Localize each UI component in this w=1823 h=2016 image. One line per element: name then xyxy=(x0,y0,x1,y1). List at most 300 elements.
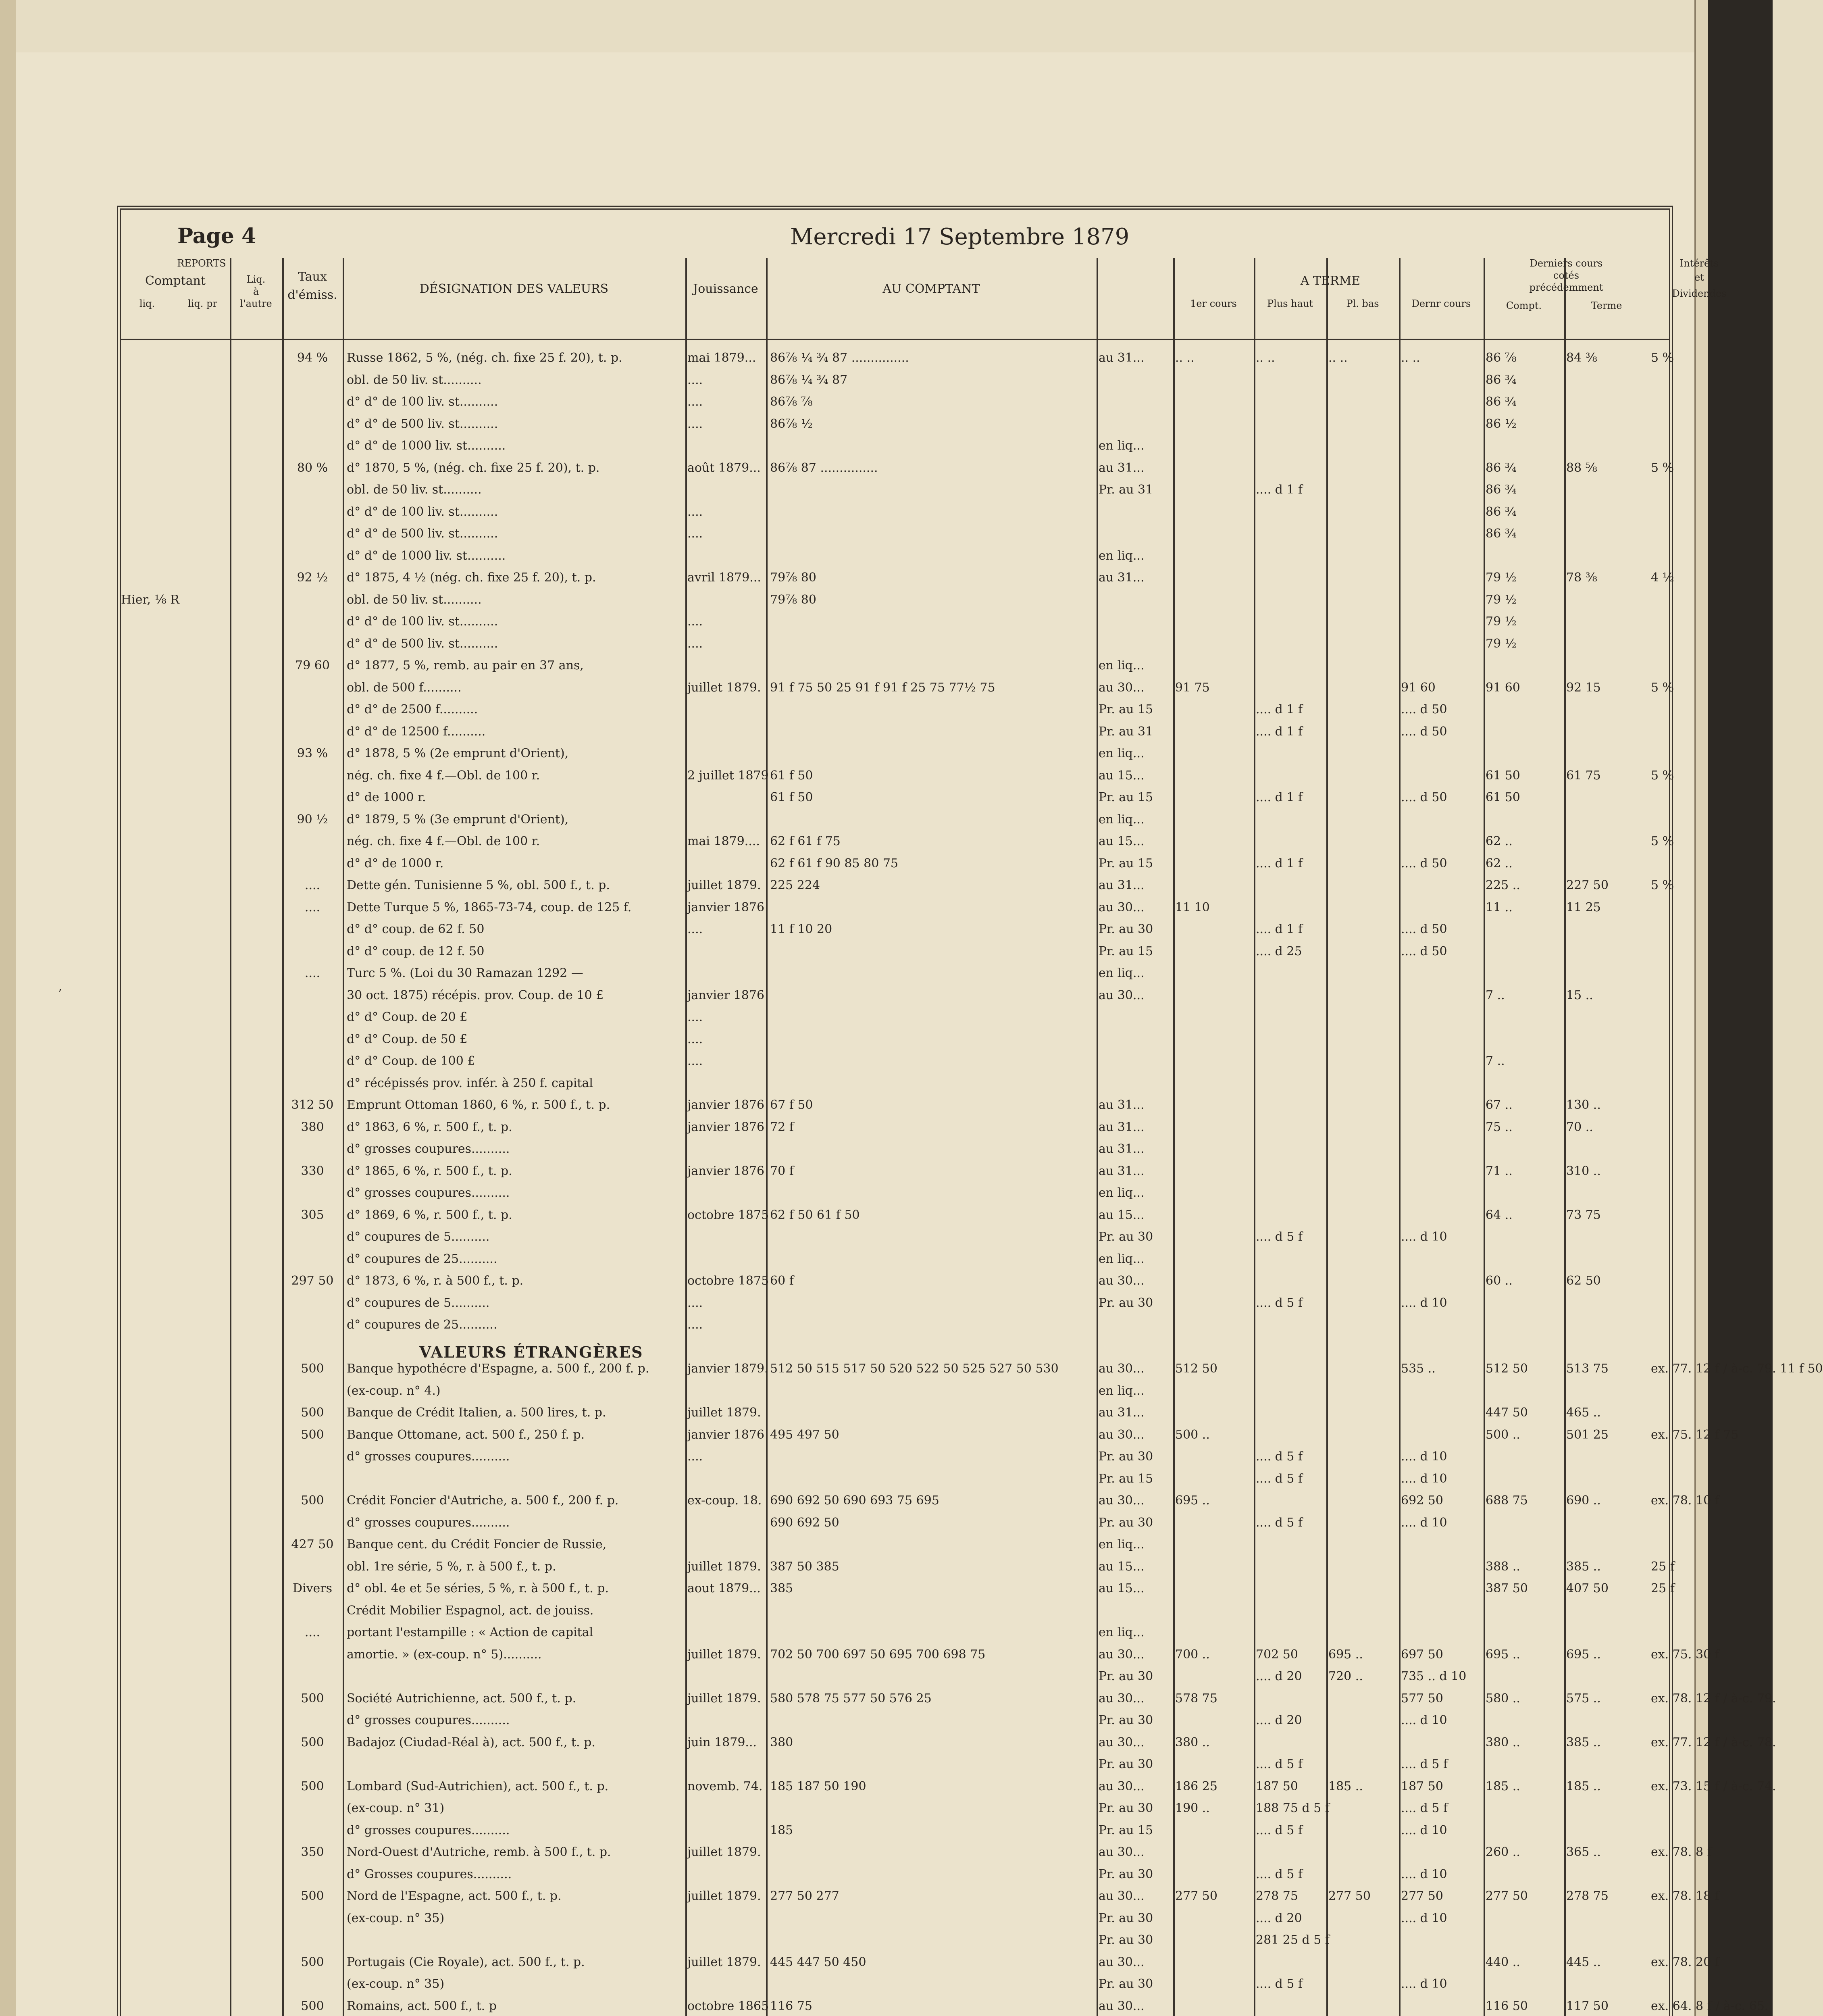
table-row xyxy=(121,1735,1776,1750)
table-row xyxy=(121,1032,1669,1047)
cell-designation: d° coupures de 25.......... xyxy=(347,1318,497,1332)
table-row xyxy=(121,1801,1669,1816)
cell-prev-terme: 185 .. xyxy=(1566,1779,1601,1793)
cell-terme-type: en liq... xyxy=(1099,658,1145,673)
cell-taux: 92 ½ xyxy=(297,571,328,585)
cell-dividendes: 5 % xyxy=(1651,351,1674,365)
cell-terme-type: en liq... xyxy=(1099,812,1145,827)
table-row xyxy=(121,856,1669,871)
cell-designation: (ex-coup. n° 31) xyxy=(347,1801,445,1815)
table-row xyxy=(121,680,1674,695)
cell-jouissance: janvier 1876 xyxy=(687,900,765,914)
cell-jouissance: .... xyxy=(687,395,703,409)
table-row xyxy=(121,725,1669,739)
cell-jouissance: janvier 1879. xyxy=(687,1362,768,1376)
cell-dividendes: 25 f xyxy=(1651,1559,1675,1574)
cell-plus-haut: .... d 20 xyxy=(1256,1669,1302,1683)
cell-au-comptant: 385 xyxy=(770,1581,793,1595)
cell-designation: Banque hypothécre d'Espagne, a. 500 f., 200 f. p. xyxy=(347,1362,649,1376)
cell-designation: d° récépissés prov. infér. à 250 f. capital xyxy=(347,1076,593,1090)
cell-dividendes: 5 % xyxy=(1651,460,1674,475)
cell-jouissance: juillet 1879. xyxy=(687,1559,761,1574)
cell-prev-terme: 445 .. xyxy=(1566,1955,1601,1969)
cell-prev-terme: 385 .. xyxy=(1566,1735,1601,1749)
cell-dividendes: ex. 78. 12 f / à-c. 79. xyxy=(1651,1691,1776,1706)
cell-designation: d° d° de 500 liv. st.......... xyxy=(347,636,498,651)
cell-terme-type: en liq... xyxy=(1099,439,1145,453)
cell-dividendes: ex. 78. 10 f xyxy=(1651,1493,1719,1508)
cell-prev-terme: 70 .. xyxy=(1566,1120,1593,1134)
cell-premier-cours: 11 10 xyxy=(1175,900,1210,914)
cell-dividendes: 5 % xyxy=(1651,834,1674,848)
cell-designation: d° 1863, 6 %, r. 500 f., t. p. xyxy=(347,1120,512,1134)
cell-premier-cours: 277 50 xyxy=(1175,1889,1217,1903)
cell-designation: Crédit Foncier d'Autriche, a. 500 f., 200 f. p. xyxy=(347,1493,619,1508)
cell-dernier-cours: .... d 10 xyxy=(1401,1295,1447,1310)
cell-designation: d° obl. 4e et 5e séries, 5 %, r. à 500 f., t. p. xyxy=(347,1581,609,1595)
cell-terme-type: Pr. au 30 xyxy=(1099,1867,1153,1881)
cell-taux: 80 % xyxy=(297,460,328,475)
cell-jouissance: juillet 1879. xyxy=(687,1845,761,1859)
cell-prev-comptant: 225 .. xyxy=(1486,878,1520,892)
cell-au-comptant: 70 f xyxy=(770,1164,794,1178)
cell-dernier-cours: .... d 5 f xyxy=(1401,1801,1448,1815)
cell-taux: 90 ½ xyxy=(297,812,328,827)
cell-au-comptant: 380 xyxy=(770,1735,793,1749)
cell-terme-type: au 31... xyxy=(1099,1120,1145,1134)
cell-plus-haut: 188 75 d 5 f xyxy=(1256,1801,1330,1815)
col-separator xyxy=(766,258,768,2016)
table-row xyxy=(121,637,1669,651)
cell-terme-type: Pr. au 30 xyxy=(1099,922,1153,936)
cell-prev-comptant: 185 .. xyxy=(1486,1779,1520,1793)
cell-terme-type: au 30... xyxy=(1099,1691,1145,1706)
cell-designation: Banque de Crédit Italien, a. 500 lires, t. p. xyxy=(347,1406,606,1420)
cell-designation: portant l'estampille : « Action de capital xyxy=(347,1625,593,1639)
cell-terme-type: au 30... xyxy=(1099,1999,1145,2013)
cell-terme-type: en liq... xyxy=(1099,746,1145,760)
table-row xyxy=(121,1757,1669,1772)
cell-taux: 500 xyxy=(301,1427,324,1442)
cell-dernier-cours: .... d 10 xyxy=(1401,1823,1447,1837)
cell-designation: obl. de 50 liv. st.......... xyxy=(347,592,482,607)
cell-jouissance: .... xyxy=(687,1032,703,1046)
cell-designation: d° 1865, 6 %, r. 500 f., t. p. xyxy=(347,1164,512,1178)
cell-designation: d° de 1000 r. xyxy=(347,790,426,804)
cell-designation: d° 1869, 6 %, r. 500 f., t. p. xyxy=(347,1208,512,1222)
cell-terme-type: Pr. au 15 xyxy=(1099,856,1153,871)
cell-designation: d° grosses coupures.......... xyxy=(347,1515,510,1530)
header-jouissance: Jouissance xyxy=(693,282,758,296)
cell-designation: d° d° de 100 liv. st.......... xyxy=(347,614,498,629)
cell-premier-cours: 190 .. xyxy=(1175,1801,1210,1815)
table-row xyxy=(121,1164,1669,1179)
cell-designation: d° 1879, 5 % (3e emprunt d'Orient), xyxy=(347,812,569,827)
cell-plus-haut: .... d 5 f xyxy=(1256,1230,1303,1244)
header-taux: Taux xyxy=(298,270,327,284)
table-row xyxy=(121,834,1674,849)
cell-designation: d° d° Coup. de 100 £ xyxy=(347,1054,475,1068)
cell-prev-comptant: 79 ½ xyxy=(1486,614,1517,629)
cell-dernier-cours: .. .. xyxy=(1401,351,1420,365)
table-row xyxy=(121,878,1674,893)
cell-jouissance: .... xyxy=(687,636,703,651)
cell-designation: nég. ch. fixe 4 f.—Obl. de 100 r. xyxy=(347,834,540,848)
cell-taux: 500 xyxy=(301,1362,324,1376)
cell-au-comptant: 185 187 50 190 xyxy=(770,1779,866,1793)
cell-dernier-cours: .... d 10 xyxy=(1401,1911,1447,1925)
table-row xyxy=(121,1362,1823,1376)
cell-jouissance: 2 juillet 1879 xyxy=(687,768,769,783)
table-row xyxy=(121,1625,1669,1640)
cell-jouissance: janvier 1876 xyxy=(687,1098,765,1112)
cell-dividendes: 5 % xyxy=(1651,878,1674,892)
cell-premier-cours: 380 .. xyxy=(1175,1735,1210,1749)
header-designation: DÉSIGNATION DES VALEURS xyxy=(419,282,609,296)
cell-premier-cours: 700 .. xyxy=(1175,1647,1210,1662)
cell-dividendes: ex. 77. 12 f / à-c. 79. 11 f 50 xyxy=(1651,1362,1823,1376)
cell-terme-type: Pr. au 30 xyxy=(1099,1933,1153,1947)
cell-au-comptant: 62 f 50 61 f 50 xyxy=(770,1208,860,1222)
cell-designation: d° 1870, 5 %, (nég. ch. fixe 25 f. 20), t. p. xyxy=(347,460,600,475)
cell-dernier-cours: .... d 10 xyxy=(1401,1471,1447,1486)
cell-plus-haut: .... d 5 f xyxy=(1256,1823,1303,1837)
table-row xyxy=(121,790,1669,805)
cell-terme-type: Pr. au 30 xyxy=(1099,1295,1153,1310)
table-row xyxy=(121,1230,1669,1244)
cell-terme-type: au 30... xyxy=(1099,1274,1145,1288)
cell-prev-terme: 61 75 xyxy=(1566,768,1601,783)
cell-designation: d° d° de 1000 r. xyxy=(347,856,444,871)
cell-jouissance: juillet 1879. xyxy=(687,680,761,695)
cell-jouissance: janvier 1876 xyxy=(687,1427,765,1442)
cell-terme-type: au 31... xyxy=(1099,351,1145,365)
cell-dernier-cours: .... d 10 xyxy=(1401,1867,1447,1881)
col-separator xyxy=(1097,258,1098,2016)
table-row xyxy=(121,593,1669,607)
cell-designation: Turc 5 %. (Loi du 30 Ramazan 1292 — xyxy=(347,966,583,980)
cell-prev-terme: 227 50 xyxy=(1566,878,1609,892)
cell-jouissance: juillet 1879. xyxy=(687,1955,761,1969)
table-row xyxy=(121,1450,1669,1464)
cell-prev-comptant: 447 50 xyxy=(1486,1406,1528,1420)
table-row xyxy=(121,1186,1669,1200)
cell-prev-terme: 11 25 xyxy=(1566,900,1601,914)
cell-terme-type: Pr. au 15 xyxy=(1099,790,1153,804)
cell-dernier-cours: 692 50 xyxy=(1401,1493,1443,1508)
cell-prev-comptant: 688 75 xyxy=(1486,1493,1528,1508)
cell-dividendes: ex. 75. 30 f xyxy=(1651,1647,1719,1662)
cell-prev-comptant: 71 .. xyxy=(1486,1164,1513,1178)
table-row xyxy=(121,1384,1669,1398)
cell-prev-comptant: 67 .. xyxy=(1486,1098,1513,1112)
cell-designation: Banque cent. du Crédit Foncier de Russie, xyxy=(347,1537,607,1552)
header-reports: REPORTS xyxy=(177,258,226,269)
cell-designation: d° grosses coupures.......... xyxy=(347,1186,510,1200)
cell-prev-terme: 88 ⅝ xyxy=(1566,460,1597,475)
cell-designation: Romains, act. 500 f., t. p xyxy=(347,1999,497,2013)
cell-prev-comptant: 79 ½ xyxy=(1486,636,1517,651)
cell-terme-type: au 30... xyxy=(1099,1427,1145,1442)
cell-designation: (ex-coup. n° 4.) xyxy=(347,1383,441,1398)
cell-pl-bas: .. .. xyxy=(1328,351,1348,365)
cell-au-comptant: 61 f 50 xyxy=(770,790,813,804)
table-row xyxy=(121,1955,1719,1970)
cell-jouissance: octobre 1875 xyxy=(687,1274,769,1288)
cell-designation: amortie. » (ex-coup. n° 5).......... xyxy=(347,1647,542,1662)
cell-jouissance: .... xyxy=(687,1054,703,1068)
table-row xyxy=(121,768,1674,783)
cell-prev-terme: 130 .. xyxy=(1566,1098,1601,1112)
cell-plus-haut: 702 50 xyxy=(1256,1647,1298,1662)
cell-prev-comptant: 380 .. xyxy=(1486,1735,1520,1749)
cell-terme-type: au 30... xyxy=(1099,1493,1145,1508)
cell-designation: Dette Turque 5 %, 1865-73-74, coup. de 125 f. xyxy=(347,900,632,914)
cell-taux: 93 % xyxy=(297,746,328,760)
cell-terme-type: au 30... xyxy=(1099,1362,1145,1376)
table-row xyxy=(121,1493,1719,1508)
cell-prev-comptant: 86 ¾ xyxy=(1486,483,1517,497)
cell-dernier-cours: .... d 10 xyxy=(1401,1230,1447,1244)
cell-au-comptant: 690 692 50 690 693 75 695 xyxy=(770,1493,939,1508)
cell-jouissance: .... xyxy=(687,922,703,936)
cell-terme-type: en liq... xyxy=(1099,966,1145,980)
cell-prev-comptant: 79 ½ xyxy=(1486,571,1517,585)
cell-au-comptant: 86⅞ ¼ ¾ 87 ............... xyxy=(770,351,909,365)
cell-au-comptant: 61 f 50 xyxy=(770,768,813,783)
col-separator xyxy=(282,258,284,2016)
cell-terme-type: Pr. au 30 xyxy=(1099,1977,1153,1991)
cell-terme-type: au 15... xyxy=(1099,834,1145,848)
cell-dividendes: 4 ½ xyxy=(1651,571,1674,585)
table-row xyxy=(121,812,1669,827)
cell-au-comptant: 116 75 xyxy=(770,1999,812,2013)
cell-terme-type: Pr. au 30 xyxy=(1099,1801,1153,1815)
cell-taux: 305 xyxy=(301,1208,324,1222)
cell-premier-cours: 512 50 xyxy=(1175,1362,1217,1376)
table-row xyxy=(121,549,1669,563)
cell-plus-haut: .... d 5 f xyxy=(1256,1867,1303,1881)
cell-terme-type: Pr. au 15 xyxy=(1099,1823,1153,1837)
cell-premier-cours: 578 75 xyxy=(1175,1691,1217,1706)
col-separator xyxy=(230,258,231,2016)
cell-prev-terme: 690 .. xyxy=(1566,1493,1601,1508)
table-row xyxy=(121,922,1669,937)
table-row xyxy=(121,1911,1669,1926)
table-row xyxy=(121,1647,1719,1662)
cell-taux: .... xyxy=(304,1625,320,1639)
header-a-terme: A TERME xyxy=(1300,274,1361,288)
col-separator xyxy=(1326,258,1328,2016)
cell-terme-type: au 31... xyxy=(1099,878,1145,892)
header-premier-cours: 1er cours xyxy=(1190,298,1237,309)
col-separator xyxy=(1564,258,1566,2016)
header-demiss: d'émiss. xyxy=(287,288,337,302)
cell-taux: 79 60 xyxy=(295,658,330,673)
cell-au-comptant: 277 50 277 xyxy=(770,1889,839,1903)
table-row xyxy=(121,944,1669,959)
cell-designation: d° d° de 1000 liv. st.......... xyxy=(347,439,506,453)
cell-jouissance: .... xyxy=(687,373,703,387)
cell-jouissance: juillet 1879. xyxy=(687,1889,761,1903)
cell-dernier-cours: 187 50 xyxy=(1401,1779,1443,1793)
cell-prev-comptant: 61 50 xyxy=(1486,768,1520,783)
cell-terme-type: au 30... xyxy=(1099,988,1145,1002)
cell-dernier-cours: .... d 50 xyxy=(1401,724,1447,739)
cell-taux: 500 xyxy=(301,1955,324,1969)
cell-dividendes: ex. 77. 12 f / à-c. 78. xyxy=(1651,1735,1776,1749)
cell-prev-terme: 501 25 xyxy=(1566,1427,1609,1442)
cell-au-comptant: 225 224 xyxy=(770,878,820,892)
cell-terme-type: au 31... xyxy=(1099,1098,1145,1112)
cell-designation: d° 1877, 5 %, remb. au pair en 37 ans, xyxy=(347,658,584,673)
cell-prev-terme: 365 .. xyxy=(1566,1845,1601,1859)
cell-terme-type: au 30... xyxy=(1099,1647,1145,1662)
cell-terme-type: en liq... xyxy=(1099,1252,1145,1266)
table-row xyxy=(121,1537,1669,1552)
cell-designation: d° Grosses coupures.......... xyxy=(347,1867,512,1881)
header-liq-a: Liq. xyxy=(246,274,266,285)
cell-designation: Nord de l'Espagne, act. 500 f., t. p. xyxy=(347,1889,562,1903)
cell-prev-comptant: 7 .. xyxy=(1486,1054,1505,1068)
cell-jouissance: avril 1879... xyxy=(687,571,761,585)
cell-prev-terme: 92 15 xyxy=(1566,680,1601,695)
cell-terme-type: Pr. au 30 xyxy=(1099,1669,1153,1683)
table-row xyxy=(121,1076,1669,1091)
cell-prev-terme: 513 75 xyxy=(1566,1362,1609,1376)
cell-jouissance: aout 1879... xyxy=(687,1581,761,1595)
table-row xyxy=(121,1889,1719,1904)
cell-designation: 30 oct. 1875) récépis. prov. Coup. de 10 £ xyxy=(347,988,604,1002)
cell-dernier-cours: .... d 50 xyxy=(1401,702,1447,716)
cell-au-comptant: 580 578 75 577 50 576 25 xyxy=(770,1691,932,1706)
header-compt: Compt. xyxy=(1506,300,1542,311)
cell-jouissance: janvier 1876 xyxy=(687,1164,765,1178)
cell-designation: d° 1875, 4 ½ (nég. ch. fixe 25 f. 20), t. p. xyxy=(347,571,596,585)
cell-designation: d° d° de 1000 liv. st.......... xyxy=(347,548,506,563)
cell-premier-cours: .. .. xyxy=(1175,351,1195,365)
table-row xyxy=(121,1142,1669,1156)
page-date: Mercredi 17 Septembre 1879 xyxy=(790,224,1130,250)
cell-jouissance: .... xyxy=(687,417,703,431)
cell-terme-type: au 15... xyxy=(1099,1559,1145,1574)
cell-terme-type: au 30... xyxy=(1099,1889,1145,1903)
cell-prev-comptant: 60 .. xyxy=(1486,1274,1513,1288)
col-separator xyxy=(343,258,344,2016)
cell-au-comptant: 11 f 10 20 xyxy=(770,922,832,936)
cell-au-comptant: 72 f xyxy=(770,1120,794,1134)
page-number: Page 4 xyxy=(177,224,256,248)
table-row xyxy=(121,1120,1669,1135)
header-terme: Terme xyxy=(1591,300,1622,311)
cell-prev-terme: 385 .. xyxy=(1566,1559,1601,1574)
cell-designation: obl. de 50 liv. st.......... xyxy=(347,483,482,497)
cell-terme-type: Pr. au 15 xyxy=(1099,1471,1153,1486)
cell-dernier-cours: 277 50 xyxy=(1401,1889,1443,1903)
cell-jouissance: janvier 1876 xyxy=(687,1120,765,1134)
cell-designation: d° d° de 100 liv. st.......... xyxy=(347,395,498,409)
cell-plus-haut: .... d 5 f xyxy=(1256,1977,1303,1991)
header-et: et xyxy=(1694,272,1704,283)
cell-designation: d° coupures de 5.......... xyxy=(347,1230,490,1244)
cell-au-comptant: 495 497 50 xyxy=(770,1427,839,1442)
table-row xyxy=(121,966,1669,981)
cell-designation: d° grosses coupures.......... xyxy=(347,1142,510,1156)
cell-dernier-cours: 577 50 xyxy=(1401,1691,1443,1706)
col-separator xyxy=(685,258,687,2016)
cell-designation: d° d° Coup. de 50 £ xyxy=(347,1032,468,1046)
cell-plus-haut: .... d 25 xyxy=(1256,944,1302,958)
section-title: VALEURS ÉTRANGÈRES xyxy=(419,1343,643,1361)
cell-taux: 380 xyxy=(301,1120,324,1134)
cell-prev-comptant: 91 60 xyxy=(1486,680,1520,695)
cell-plus-haut: .... d 5 f xyxy=(1256,1757,1303,1771)
cell-taux: 94 % xyxy=(297,351,328,365)
cell-taux: 427 50 xyxy=(291,1537,334,1552)
cell-jouissance: juillet 1879. xyxy=(687,878,761,892)
cell-plus-haut: .... d 5 f xyxy=(1256,1450,1303,1464)
table-row xyxy=(121,1472,1669,1486)
cell-terme-type: en liq... xyxy=(1099,548,1145,563)
cell-au-comptant: 86⅞ 87 ............... xyxy=(770,460,878,475)
cell-prev-comptant: 86 ¾ xyxy=(1486,460,1517,475)
cell-prev-terme: 278 75 xyxy=(1566,1889,1609,1903)
cell-prev-comptant: 64 .. xyxy=(1486,1208,1513,1222)
cell-jouissance: ex-coup. 18. xyxy=(687,1493,762,1508)
cell-jouissance: .... xyxy=(687,527,703,541)
cell-plus-haut: 187 50 xyxy=(1256,1779,1298,1793)
cell-jouissance: juillet 1879. xyxy=(687,1406,761,1420)
cell-dernier-cours: 735 .. d 10 xyxy=(1401,1669,1467,1683)
cell-taux: 500 xyxy=(301,1889,324,1903)
cell-jouissance: .... xyxy=(687,1295,703,1310)
cell-designation: d° d° de 500 liv. st.......... xyxy=(347,527,498,541)
table-row xyxy=(121,1581,1675,1596)
table-row xyxy=(121,1823,1669,1838)
header-dividendes: Dividendes xyxy=(1672,288,1727,299)
col-separator xyxy=(1173,258,1175,2016)
header-au-comptant: AU COMPTANT xyxy=(882,282,980,296)
cell-prev-comptant: 86 ½ xyxy=(1486,417,1517,431)
col-separator xyxy=(1399,258,1401,2016)
table-row xyxy=(121,460,1674,475)
cell-jouissance: mai 1879.... xyxy=(687,834,760,848)
cell-taux: 500 xyxy=(301,1493,324,1508)
cell-prev-comptant: 500 .. xyxy=(1486,1427,1520,1442)
table-row xyxy=(121,1669,1669,1684)
cell-terme-type: au 30... xyxy=(1099,900,1145,914)
cell-au-comptant: 445 447 50 450 xyxy=(770,1955,866,1969)
cell-prev-comptant: 86 ¾ xyxy=(1486,373,1517,387)
table-row xyxy=(121,1010,1669,1025)
cell-designation: Nord-Ouest d'Autriche, remb. à 500 f., t. p. xyxy=(347,1845,611,1859)
header-derniers-cours: Derniers cours xyxy=(1530,258,1603,269)
cell-au-comptant: 62 f 61 f 75 xyxy=(770,834,841,848)
cell-prev-comptant: 75 .. xyxy=(1486,1120,1513,1134)
cell-jouissance: juin 1879... xyxy=(687,1735,757,1749)
cell-taux: 312 50 xyxy=(291,1098,334,1112)
cell-prev-comptant: 61 50 xyxy=(1486,790,1520,804)
cell-prev-comptant: 387 50 xyxy=(1486,1581,1528,1595)
table-row xyxy=(121,702,1669,717)
cell-jouissance: novemb. 74. xyxy=(687,1779,763,1793)
cell-pl-bas: 277 50 xyxy=(1328,1889,1371,1903)
cell-jouissance: octobre 1865 xyxy=(687,1999,769,2013)
cell-dernier-cours: .... d 50 xyxy=(1401,922,1447,936)
cell-designation: obl. 1re série, 5 %, r. à 500 f., t. p. xyxy=(347,1559,556,1574)
table-row xyxy=(121,1845,1712,1860)
cell-taux: 350 xyxy=(301,1845,324,1859)
